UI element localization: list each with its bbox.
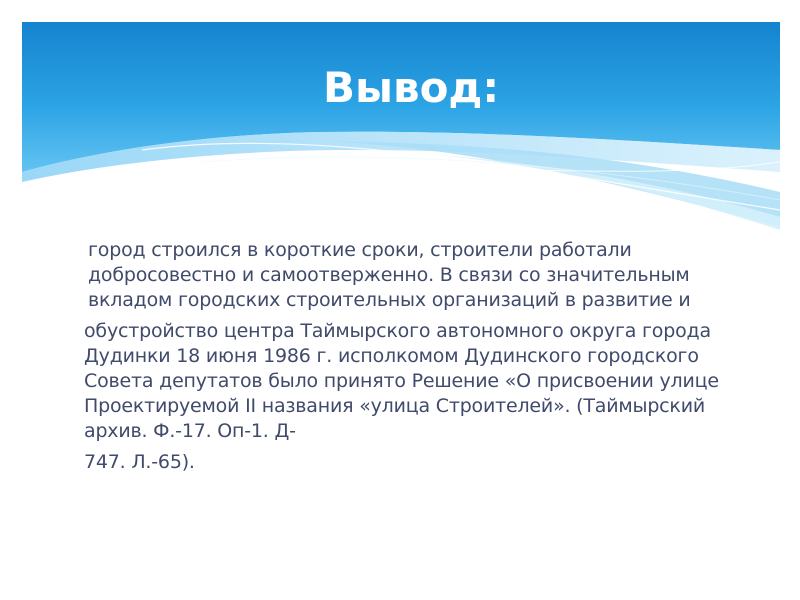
body-paragraph-2: обустройство центра Таймырского автономного округа города Дудинки 18 июня 1986 г. исполкомом Дудинского городского Совета депутатов было принято Решение «О присвоении улице Проектируемой II названия «улица Строителей». (Таймырский архив. Ф.-17. Оп-1. Д- (84, 320, 719, 442)
slide-body (84, 238, 724, 481)
slide-title: Вывод: (323, 63, 500, 112)
body-paragraph-1: город строился в короткие сроки, строители работали добросовестно и самоотверженно. В связи со значительным вкладом городских строительных организаций в развитие и (88, 239, 691, 311)
header-wave-background (22, 22, 780, 230)
body-paragraph-3: 747. Л.-65). (84, 451, 195, 473)
